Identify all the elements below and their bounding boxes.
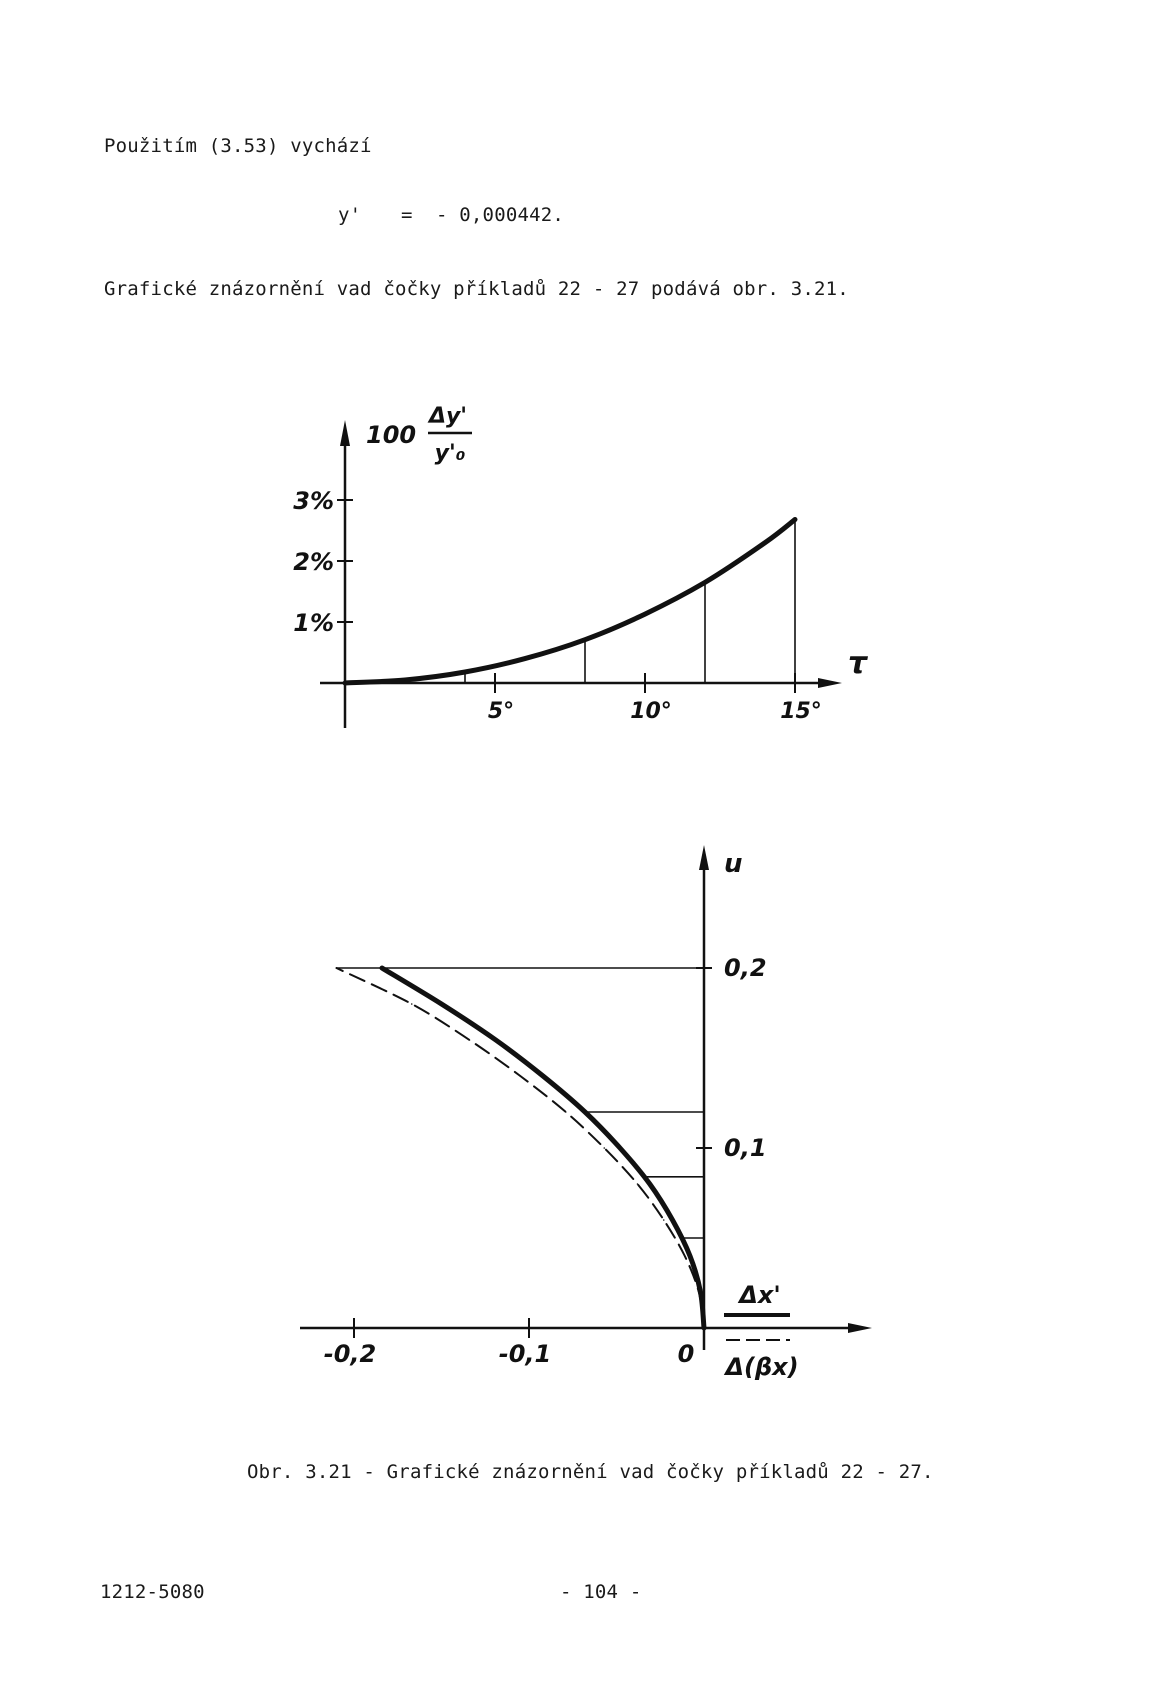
chart2-data-point <box>519 1075 521 1077</box>
chart1-data-point <box>464 671 466 673</box>
chart1-data-point <box>404 679 406 681</box>
chart1-data-point <box>524 658 526 660</box>
chart1-data-point <box>644 613 646 615</box>
chart1-y-tick-label: 2% <box>293 548 334 576</box>
chart2-data-point <box>469 1039 471 1041</box>
chart2-data-point <box>336 967 338 969</box>
chart2-data-point <box>584 1111 586 1113</box>
chart1-data-point <box>344 682 346 684</box>
chart2-data-point <box>542 1075 544 1077</box>
chart2-data-point <box>441 1003 443 1005</box>
chart2-y-tick-label: 0,1 <box>724 1134 767 1162</box>
chart2-data-point <box>637 1183 639 1185</box>
chart2-data-point <box>565 1111 567 1113</box>
chart1-x-tick-label: 5° <box>487 699 515 724</box>
chart1-x-tick-label: 15° <box>780 699 822 724</box>
document-number: 1212-5080 <box>100 1581 205 1603</box>
chart2-x-tick-label: -0,2 <box>323 1340 377 1368</box>
chart2-y-tick-label: 0,2 <box>724 954 767 982</box>
chart2-data-point <box>619 1147 621 1149</box>
chart2-data-point <box>672 1219 674 1221</box>
chart2-data-point <box>495 1039 497 1041</box>
chart2-ylabel: u <box>724 849 743 879</box>
description-text: Grafické znázornění vad čočky příkladů 22 - 27 podává obr. 3.21. <box>104 278 849 300</box>
chart1-ylabel-denominator: y'₀ <box>434 441 466 466</box>
chart1-y-arrow <box>340 420 350 446</box>
chart-longitudinal-aberration <box>300 845 872 1381</box>
equation-rhs: - 0,000442. <box>436 204 565 226</box>
chart2-x-tick-label: 0 <box>677 1340 695 1368</box>
page-number: - 104 - <box>560 1581 642 1603</box>
chart1-data-point <box>584 639 586 641</box>
chart1-data-point <box>764 542 766 544</box>
chart1-x-arrow <box>818 678 842 688</box>
equation-lhs: y' <box>338 204 362 226</box>
chart1-ylabel-numerator: Δy' <box>428 404 468 429</box>
chart2-data-point <box>411 1003 413 1005</box>
figure-caption: Obr. 3.21 - Grafické znázornění vad čočky příkladů 22 - 27. <box>247 1461 934 1483</box>
intro-text: Použitím (3.53) vychází <box>104 135 372 157</box>
chart2-data-point <box>703 1327 705 1329</box>
chart2-y-arrow <box>699 845 709 870</box>
chart2-x-arrow <box>848 1323 872 1333</box>
chart-relative-distortion <box>293 404 869 728</box>
chart1-y-tick-label: 3% <box>293 487 334 515</box>
chart2-data-point <box>684 1255 686 1257</box>
chart1-data-point <box>794 519 796 521</box>
chart2-data-point <box>663 1219 665 1221</box>
chart1-xlabel: τ <box>848 646 868 681</box>
chart1-data-point <box>704 582 706 584</box>
chart2-x-tick-label: -0,1 <box>498 1340 552 1368</box>
chart2-data-point <box>603 1147 605 1149</box>
chart2-data-point <box>381 967 383 969</box>
chart1-y-tick-label: 1% <box>293 609 334 637</box>
chart1-ylabel-factor: 100 <box>366 421 417 449</box>
chart1-series-curve <box>345 520 795 684</box>
chart1-x-tick-label: 10° <box>630 699 672 724</box>
chart2-data-point <box>649 1183 651 1185</box>
chart2-data-point <box>689 1255 691 1257</box>
chart2-data-point <box>698 1291 700 1293</box>
equation-equals: = <box>401 204 413 226</box>
chart2-series-solid <box>382 968 704 1328</box>
chart2-xlabel-numerator: Δx' <box>739 1281 781 1309</box>
chart2-series-dashed <box>337 968 705 1328</box>
chart2-xlabel-denominator: Δ(βx) <box>725 1353 799 1381</box>
